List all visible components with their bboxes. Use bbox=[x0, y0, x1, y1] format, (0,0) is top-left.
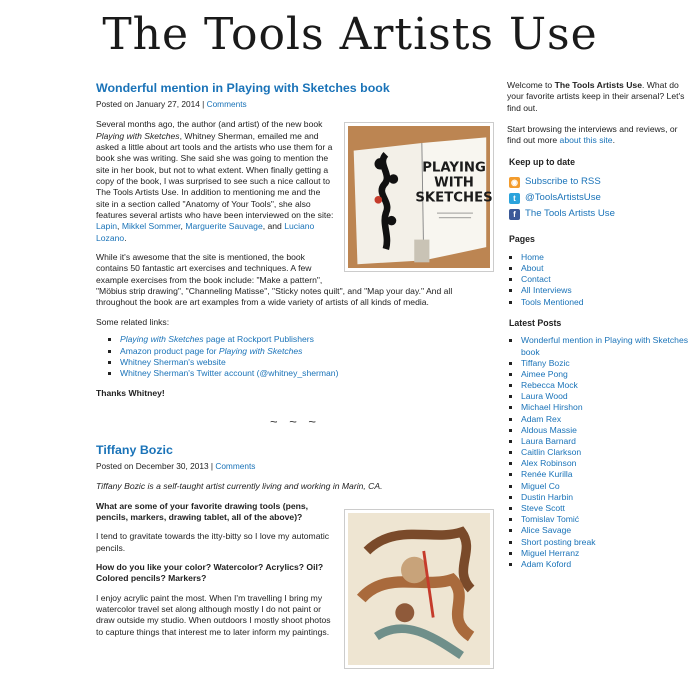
page-link-about[interactable] bbox=[521, 263, 693, 274]
posted-on-label: Posted on bbox=[96, 99, 134, 110]
intro-text: Tiffany Bozic is a self-taught artist currently living and working in Marin, CA. bbox=[96, 481, 383, 492]
main-content bbox=[96, 80, 494, 675]
link-text-italic[interactable]: Playing with Sketches bbox=[120, 334, 204, 345]
link-text[interactable]: Adam Rex bbox=[521, 413, 562, 424]
latest-post-item[interactable] bbox=[521, 548, 693, 559]
rss-icon: ◉ bbox=[509, 177, 520, 188]
page-link-contact[interactable] bbox=[521, 274, 693, 285]
book-cover-image[interactable] bbox=[344, 122, 494, 272]
latest-post-item[interactable] bbox=[521, 514, 693, 525]
link-text[interactable]: Renée Kurilla bbox=[521, 469, 573, 480]
link-text[interactable]: page at Rockport Publishers bbox=[203, 334, 314, 345]
follow-twitter[interactable] bbox=[509, 190, 693, 206]
follow-facebook[interactable] bbox=[509, 206, 693, 222]
latest-post-item[interactable] bbox=[521, 525, 693, 536]
post-date: January 27, 2014 bbox=[135, 99, 200, 110]
latest-post-item[interactable] bbox=[521, 380, 693, 391]
latest-post-item[interactable] bbox=[521, 335, 693, 357]
latest-post-item[interactable] bbox=[521, 559, 693, 570]
post-tiffany-bozic bbox=[96, 442, 494, 638]
link-text[interactable]: About bbox=[521, 263, 544, 274]
question-1: What are some of your favorite drawing tools (pens, pencils, markers, drawing tablet, all of the above)? bbox=[96, 500, 309, 523]
latest-post-item[interactable] bbox=[521, 492, 693, 503]
about-site-link[interactable]: about this site bbox=[559, 135, 613, 146]
latest-posts-heading: Latest Posts bbox=[509, 317, 562, 328]
latest-post-item[interactable] bbox=[521, 369, 693, 380]
link-text[interactable]: Short posting break bbox=[521, 536, 596, 547]
text-run: Welcome to bbox=[507, 80, 555, 90]
artist-link-lapin[interactable]: Lapin bbox=[96, 221, 118, 232]
latest-post-item[interactable] bbox=[521, 503, 693, 514]
site-title[interactable]: The Tools Artists Use bbox=[102, 9, 598, 60]
follow-label[interactable]: The Tools Artists Use bbox=[525, 208, 615, 219]
link-text[interactable]: All Interviews bbox=[521, 285, 572, 296]
post-paragraph-2: While it's awesome that the site is mentioned, the book contains 50 fantastic art exercises and techniques. A few example exercises from the book include: "Make a pattern", "Möbius strip drawing", "Channeling Matisse", "Sticky notes quilt", and "Map your day." And all throughout the book are art examples from a wide variety of artists of all kinds of media. bbox=[96, 252, 453, 308]
post-intro bbox=[96, 481, 494, 492]
related-link[interactable] bbox=[120, 346, 494, 357]
artist-link-marguerite-sauvage[interactable]: Marguerite Sauvage bbox=[185, 221, 263, 232]
thanks-text: Thanks Whitney! bbox=[96, 387, 165, 398]
welcome-text bbox=[507, 80, 693, 114]
comments-link[interactable]: Comments bbox=[206, 99, 247, 110]
link-text-italic[interactable]: Playing with Sketches bbox=[218, 345, 303, 356]
latest-post-item[interactable] bbox=[521, 402, 693, 413]
facebook-icon: f bbox=[509, 209, 520, 220]
cover-line-3: SKETCHES bbox=[415, 191, 493, 207]
artist-link-mikkel-sommer[interactable]: Mikkel Sommer bbox=[121, 221, 181, 232]
link-text[interactable]: Dustin Harbin bbox=[521, 491, 574, 502]
sidebar bbox=[507, 80, 693, 580]
cover-line-2: WITH bbox=[434, 175, 474, 191]
post-separator: ~ ~ ~ bbox=[270, 413, 320, 429]
site-name-bold: The Tools Artists Use bbox=[554, 80, 642, 90]
artwork-illustration bbox=[348, 513, 490, 665]
link-text[interactable]: Contact bbox=[521, 274, 551, 285]
latest-post-item[interactable] bbox=[521, 436, 693, 447]
latest-post-item[interactable] bbox=[521, 537, 693, 548]
answer-1: I tend to gravitate towards the itty-bitty so I love my automatic pencils. bbox=[96, 531, 330, 553]
link-text[interactable]: Tools Mentioned bbox=[521, 296, 584, 307]
link-text[interactable]: Home bbox=[521, 251, 544, 262]
latest-post-item[interactable] bbox=[521, 425, 693, 436]
cover-line-1: PLAYING bbox=[422, 160, 486, 176]
link-text[interactable]: Whitney Sherman's website bbox=[120, 356, 226, 367]
link-text[interactable]: Tomislav Tomić bbox=[521, 514, 580, 525]
latest-post-item[interactable] bbox=[521, 481, 693, 492]
pages-heading: Pages bbox=[509, 234, 535, 245]
link-text[interactable]: Alex Robinson bbox=[521, 458, 577, 469]
link-text[interactable]: Miguel Co bbox=[521, 480, 560, 491]
text-run: , Whitney Sherman, emailed me and asked a little about art tools and the artists who use them for a book she was writing. She said she was going to mention the site in her book, but not to what extent. When finally getting a copy of the book, I was surprised to see such a nice callout to The Tools Artists Use. In addition to mentioning me and the site in a section called "Anatomy of Your Tools", she also features several artists who have been interviewed on the site: bbox=[96, 130, 334, 221]
comments-link[interactable]: Comments bbox=[215, 461, 256, 472]
related-links-list bbox=[120, 334, 494, 379]
answer-2: I enjoy acrylic paint the most. When I'm travelling I bring my watercolor travel set along although mostly I do not paint or draw outside my studio. When outdoors I mostly shoot photos to capture things that interest me to later inform my paintings. bbox=[96, 592, 331, 637]
link-text[interactable]: Aimee Pong bbox=[521, 368, 568, 379]
page-link-tools-mentioned[interactable] bbox=[521, 297, 693, 308]
latest-posts-list bbox=[521, 335, 693, 570]
latest-post-item[interactable] bbox=[521, 469, 693, 480]
link-text[interactable]: Wonderful mention in Playing with Sketches book bbox=[521, 335, 689, 357]
page-link-home[interactable] bbox=[521, 252, 693, 263]
latest-post-item[interactable] bbox=[521, 358, 693, 369]
follow-links bbox=[509, 174, 693, 222]
twitter-icon: t bbox=[509, 193, 520, 204]
book-illustration bbox=[348, 126, 493, 268]
related-link[interactable] bbox=[120, 368, 494, 379]
artwork-image[interactable] bbox=[344, 509, 494, 669]
text-run: . bbox=[612, 135, 615, 146]
text-run: Several months ago, the author (and artist) of the new book bbox=[96, 119, 323, 130]
follow-rss[interactable] bbox=[509, 174, 693, 190]
link-text[interactable]: Whitney Sherman's Twitter account (@whitney_sherman) bbox=[120, 368, 339, 379]
related-link[interactable] bbox=[120, 334, 494, 345]
artist-link-luciano-lozano[interactable]: Luciano Lozano bbox=[96, 221, 315, 243]
link-text[interactable]: Steve Scott bbox=[521, 502, 565, 513]
link-text[interactable]: Aldous Massie bbox=[521, 424, 577, 435]
text-run: . bbox=[124, 232, 127, 243]
post-meta: Posted on January 27, 2014 | Comments bbox=[96, 99, 247, 110]
link-text[interactable]: Rebecca Mock bbox=[521, 380, 578, 391]
link-text[interactable]: Alice Savage bbox=[521, 525, 572, 536]
latest-post-item[interactable] bbox=[521, 391, 693, 402]
latest-post-item[interactable] bbox=[521, 458, 693, 469]
latest-post-item[interactable] bbox=[521, 414, 693, 425]
link-text[interactable]: Laura Wood bbox=[521, 391, 568, 402]
posted-on-label: Posted on bbox=[96, 461, 134, 472]
book-title-italic: Playing with Sketches bbox=[96, 130, 180, 141]
post-title[interactable]: Wonderful mention in Playing with Sketches book bbox=[96, 81, 390, 95]
link-text[interactable]: Miguel Herranz bbox=[521, 547, 580, 558]
related-links-heading: Some related links: bbox=[96, 316, 170, 327]
link-text[interactable]: Laura Barnard bbox=[521, 435, 576, 446]
related-link[interactable] bbox=[120, 357, 494, 368]
link-text[interactable]: Michael Hirshon bbox=[521, 402, 583, 413]
post-date: December 30, 2013 bbox=[135, 461, 209, 472]
post-title[interactable]: Tiffany Bozic bbox=[96, 443, 173, 458]
link-text[interactable]: Tiffany Bozic bbox=[521, 357, 570, 368]
text-run: , bbox=[117, 221, 122, 232]
pages-list bbox=[521, 252, 693, 308]
question-2: How do you like your color? Watercolor? Acrylics? Oil? Colored pencils? Markers? bbox=[96, 562, 324, 584]
follow-label[interactable]: @ToolsArtistsUse bbox=[525, 192, 601, 203]
post-meta: Posted on December 30, 2013 | Comments bbox=[96, 461, 256, 472]
text-run: Start browsing the interviews and reviews, or find out more bbox=[507, 124, 678, 146]
link-text[interactable]: Amazon product page for bbox=[120, 345, 219, 356]
latest-post-item[interactable] bbox=[521, 447, 693, 458]
link-text[interactable]: Caitlin Clarkson bbox=[521, 447, 582, 458]
text-run: , bbox=[180, 221, 186, 232]
text-run: . What do your favorite artists keep in their arsenal? Let's find out. bbox=[507, 80, 685, 113]
text-run: , and bbox=[262, 221, 285, 232]
follow-label[interactable]: Subscribe to RSS bbox=[525, 176, 601, 187]
post-playing-with-sketches bbox=[96, 80, 494, 399]
link-text[interactable]: Adam Koford bbox=[521, 558, 572, 569]
browse-text bbox=[507, 124, 693, 147]
page-link-all-interviews[interactable] bbox=[521, 285, 693, 296]
keep-up-heading: Keep up to date bbox=[509, 156, 575, 167]
